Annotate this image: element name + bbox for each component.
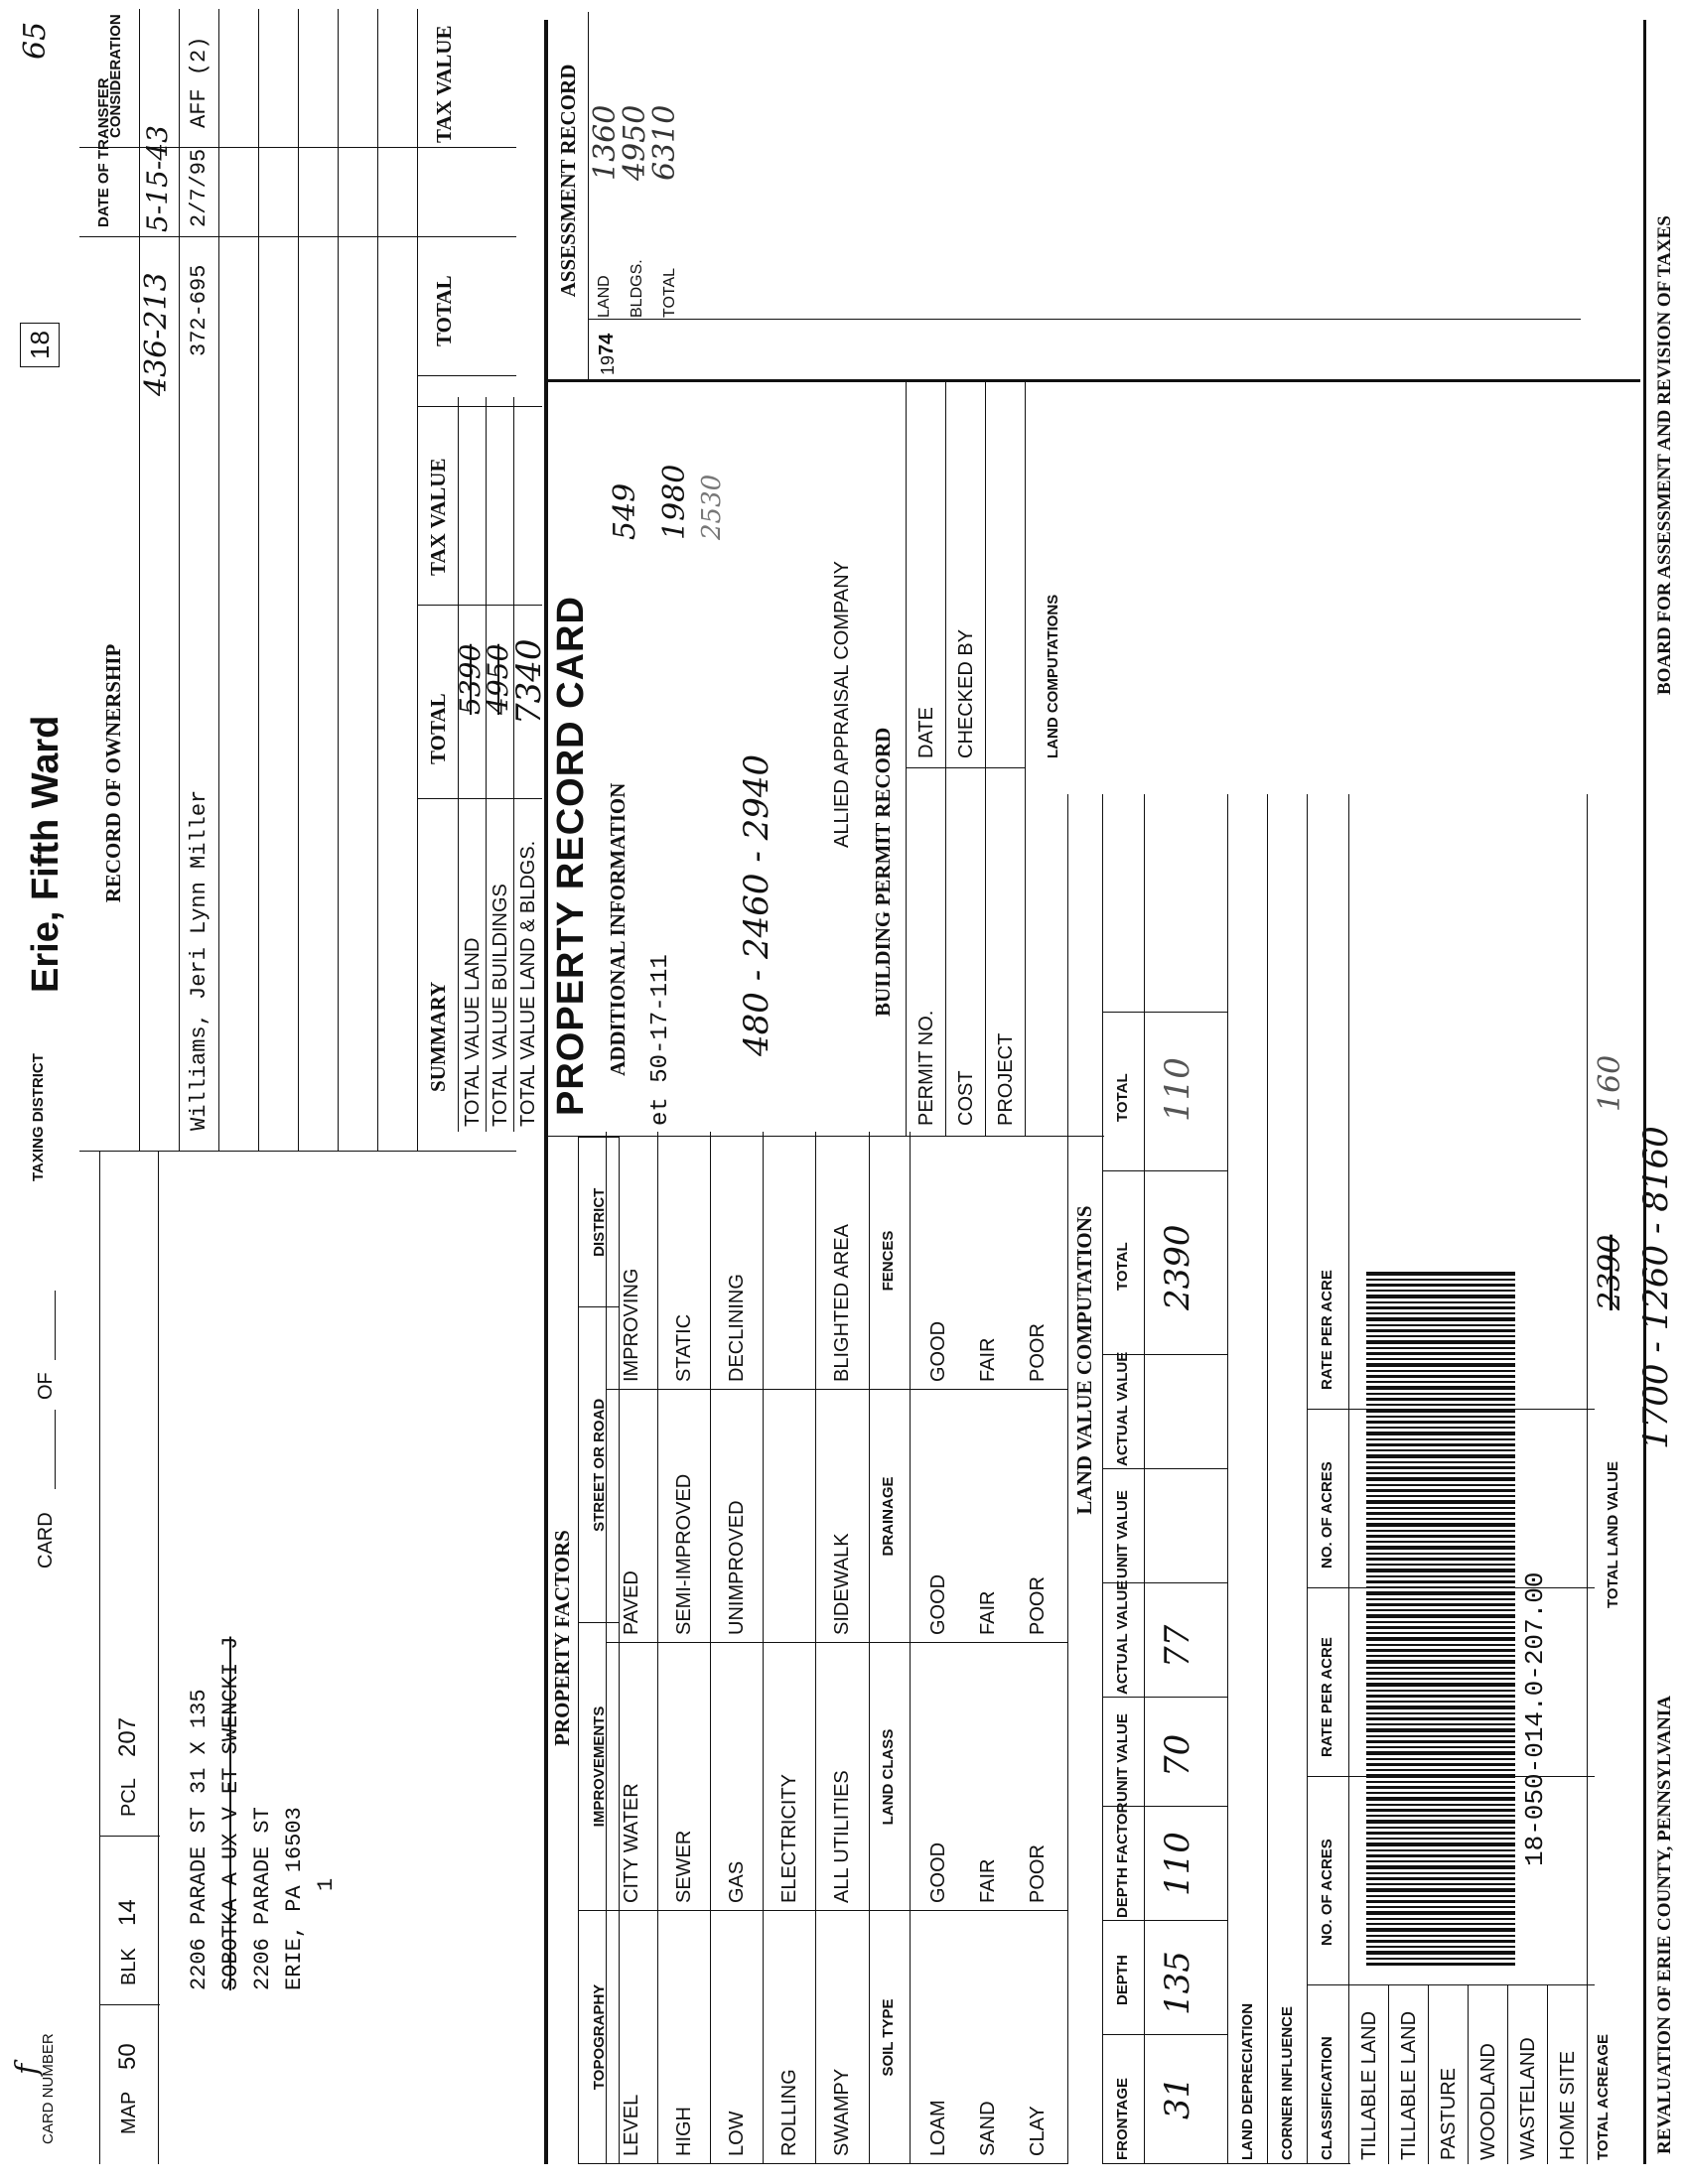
building-permit-title: BUILDING PERMIT RECORD <box>871 727 895 1017</box>
footer-right: BOARD FOR ASSESSMENT AND REVISION OF TAXES <box>1654 215 1675 695</box>
lv-unit-value-2-header: UNIT VALUE <box>1114 1490 1131 1578</box>
land-depreciation-label: LAND DEPRECIATION <box>1239 2002 1256 2160</box>
handwritten-values: 480 - 2460 - 2940 <box>737 753 776 1056</box>
drainage-good: GOOD <box>927 1573 949 1635</box>
lv-actual-value-value: 77 <box>1158 1624 1197 1668</box>
land-class-header: LAND CLASS <box>880 1728 897 1826</box>
topo-rolling: ROLLING <box>764 1911 816 2164</box>
drainage-fair: FAIR <box>977 1590 999 1635</box>
summary-tax-value-header: TAX VALUE <box>426 458 450 576</box>
summary-panel <box>417 397 549 1132</box>
property-factors-body <box>606 1132 869 2164</box>
class-tillable-2: TILLABLE LAND <box>1398 2010 1420 2160</box>
lv-total-header: TOTAL <box>1114 1242 1131 1291</box>
assessment-bldgs-label: BLDGS. <box>629 259 645 318</box>
address-line-1: 2206 PARADE ST 31 X 135 <box>187 1689 211 1990</box>
summary-total-label: TOTAL VALUE LAND & BLDGS. <box>517 840 539 1127</box>
summary-grand-total: 7340 <box>509 638 549 725</box>
barcode-graphic <box>1366 1271 1515 1966</box>
fences-poor: POOR <box>1027 1323 1049 1382</box>
of-label: OF <box>35 1372 57 1400</box>
district-header: DISTRICT <box>579 1138 620 1307</box>
summary-total-header: TOTAL <box>426 693 450 764</box>
summary-title: SUMMARY <box>426 981 450 1092</box>
side-note-2: 1980 <box>657 464 692 540</box>
assessment-land-1: 1360 <box>588 104 623 181</box>
acres-header-2: NO. OF ACRES <box>1319 1461 1335 1569</box>
ownership-owner-2: Williams, Jeri Lynn Miller <box>187 789 211 1131</box>
address-line-4: ERIE, PA 16503 <box>282 1807 307 1990</box>
district-blighted: BLIGHTED AREA <box>831 1224 853 1382</box>
assessment-title: ASSESSMENT RECORD <box>556 64 580 298</box>
imp-electricity: ELECTRICITY <box>764 1643 816 1911</box>
map-value: 50 <box>114 2043 141 2070</box>
rate-header-2: RATE PER ACRE <box>1319 1270 1335 1390</box>
pcl-label: PCL <box>118 1778 140 1817</box>
appraisal-company: ALLIED APPRAISAL COMPANY <box>831 561 853 848</box>
ownership-deed-2: 372-695 <box>187 264 211 356</box>
fences-good: GOOD <box>927 1320 949 1382</box>
assessment-land-label: LAND <box>596 275 613 318</box>
checked-by-label: CHECKED BY <box>955 628 977 758</box>
permit-date-label: DATE <box>915 707 937 758</box>
soil-loam: LOAM <box>927 2100 949 2156</box>
district-declining: DECLINING <box>711 1132 764 1390</box>
fences-header: FENCES <box>880 1230 897 1292</box>
improvements-column <box>606 1643 868 1911</box>
lv-frontage-value: 31 <box>1158 2076 1197 2119</box>
topography-header: TOPOGRAPHY <box>579 1910 620 2163</box>
rate-header-1: RATE PER ACRE <box>1319 1637 1335 1757</box>
imp-city-water: CITY WATER <box>606 1643 658 1911</box>
landclass-fair: FAIR <box>977 1858 999 1903</box>
assessment-year-prefix: 19 <box>598 354 618 375</box>
card-number-label: CARD NUMBER <box>40 2033 57 2144</box>
barcode <box>1366 1271 1515 1966</box>
lv-unit-value-header: UNIT VALUE <box>1114 1713 1131 1802</box>
lv-unit-value-value: 70 <box>1158 1733 1197 1777</box>
district-number-box: 18 <box>20 323 60 367</box>
street-semi-improved: SEMI-IMPROVED <box>658 1390 711 1643</box>
lv-actual-value-2-header: ACTUAL VALUE <box>1114 1351 1131 1466</box>
imp-all-utilities: ALL UTILITIES <box>831 1770 853 1903</box>
class-woodland: WOODLAND <box>1477 2043 1499 2160</box>
address-line-3: 2206 PARADE ST <box>250 1807 275 1990</box>
blk-value: 14 <box>114 1899 141 1926</box>
topography-column <box>606 1911 868 2164</box>
topo-swampy: SWAMPY <box>831 2068 853 2156</box>
landclass-good: GOOD <box>927 1842 949 1903</box>
property-factors-title: PROPERTY FACTORS <box>550 1530 574 1746</box>
right-tax-value-header: TAX VALUE <box>432 25 456 143</box>
class-pasture: PASTURE <box>1438 2068 1460 2160</box>
lv-depth-header: DEPTH <box>1114 1955 1131 2005</box>
district-improving: IMPROVING <box>606 1132 658 1390</box>
barcode-number: 18-050-014.0-207.00 <box>1520 1571 1550 1866</box>
property-record-panel <box>548 382 1104 1137</box>
of-blank <box>55 1291 56 1360</box>
lv-total-2-header: TOTAL <box>1114 1073 1131 1122</box>
consideration-header: CONSIDERATION <box>107 14 124 138</box>
soil-clay: CLAY <box>1027 2106 1049 2156</box>
street-road-header: STREET OR ROAD <box>579 1307 620 1623</box>
permit-cost-label: COST <box>955 1070 977 1126</box>
lv-total-2-value: 110 <box>1158 1057 1197 1122</box>
summary-buildings-total: 4950 <box>482 643 514 715</box>
class-home-site: HOME SITE <box>1557 2050 1579 2160</box>
footer-handwritten: 1700 - 1260 - 8160 <box>1636 1126 1676 1449</box>
address-line-5: 1 <box>314 1877 339 1891</box>
lv-total-value: 2390 <box>1158 1224 1197 1310</box>
lv-actual-value-header: ACTUAL VALUE <box>1114 1579 1131 1695</box>
district-name: Erie, Fifth Ward <box>25 715 67 993</box>
assessment-bldgs-1: 4950 <box>618 104 652 181</box>
ownership-date-1: 5-15-43 <box>141 125 174 232</box>
property-record-title: PROPERTY RECORD CARD <box>550 596 592 1116</box>
class-tillable-1: TILLABLE LAND <box>1358 2010 1380 2160</box>
ownership-deed-1: 436-213 <box>139 272 174 396</box>
street-unimproved: UNIMPROVED <box>711 1390 764 1643</box>
footer-left: REVALUATION OF ERIE COUNTY, PENNSYLVANIA <box>1654 1696 1675 2154</box>
card-blank <box>55 1410 56 1489</box>
street-column <box>606 1390 868 1643</box>
ownership-date-2: 2/7/95 <box>187 148 211 227</box>
additional-info-label: ADDITIONAL INFORMATION <box>606 782 630 1076</box>
summary-land-total: 5390 <box>454 643 487 715</box>
assessment-panel <box>548 15 1640 382</box>
district-column <box>606 1132 868 1390</box>
parcel-row <box>99 1152 159 2164</box>
district-blank <box>764 1132 816 1390</box>
corner-influence-label: CORNER INFLUENCE <box>1279 2005 1296 2160</box>
land-value-title: LAND VALUE COMPUTATIONS <box>1072 1205 1096 1515</box>
side-note-3: 2530 <box>697 474 727 540</box>
district-static: STATIC <box>658 1132 711 1390</box>
total-land-value-col2: 160 <box>1593 1054 1627 1112</box>
card-label: CARD <box>35 1512 57 1569</box>
classification-header: CLASSIFICATION <box>1319 2036 1335 2160</box>
ownership-title: RECORD OF OWNERSHIP <box>101 643 125 903</box>
right-total-header: TOTAL <box>432 275 456 346</box>
soil-type-header: SOIL TYPE <box>880 1998 897 2077</box>
ownership-consideration-2: AFF (2) <box>187 36 211 128</box>
owner-address <box>184 1637 343 1990</box>
drainage-poor: POOR <box>1027 1576 1049 1635</box>
pcl-value: 207 <box>114 1716 141 1757</box>
land-value-panel <box>1067 794 1643 2164</box>
class-wasteland: WASTELAND <box>1517 2037 1539 2160</box>
soil-section <box>869 1132 1067 2164</box>
street-paved: PAVED <box>606 1390 658 1643</box>
street-sidewalk: SIDEWALK <box>831 1533 853 1635</box>
total-land-value-label: TOTAL LAND VALUE <box>1605 1460 1621 1608</box>
topo-low: LOW <box>711 1911 764 2164</box>
lv-frontage-header: FRONTAGE <box>1114 2077 1131 2160</box>
summary-land-label: TOTAL VALUE LAND <box>462 937 484 1127</box>
drainage-header: DRAINAGE <box>880 1476 897 1557</box>
map-label: MAP <box>118 2091 140 2134</box>
blk-label: BLK <box>118 1948 140 1985</box>
landclass-poor: POOR <box>1027 1844 1049 1903</box>
permit-no-label: PERMIT NO. <box>915 1010 937 1126</box>
side-note-1: 549 <box>608 482 642 540</box>
assessment-first-year: 74 <box>596 333 618 355</box>
street-blank <box>764 1390 816 1643</box>
imp-gas: GAS <box>711 1643 764 1911</box>
lv-depth-factor-header: DEPTH FACTOR <box>1114 1802 1131 1918</box>
footer <box>1636 20 1683 2164</box>
acres-header-1: NO. OF ACRES <box>1319 1839 1335 1946</box>
assessment-rows <box>588 259 686 318</box>
lv-depth-value: 135 <box>1158 1951 1197 2015</box>
improvements-header: IMPROVEMENTS <box>579 1623 620 1911</box>
total-land-value-old: 2390 <box>1593 1234 1627 1310</box>
assessment-total-label: TOTAL <box>661 267 678 318</box>
topo-high: HIGH <box>658 1911 711 2164</box>
taxing-district-label: TAXING DISTRICT <box>30 1053 47 1181</box>
assessment-total-1: 6310 <box>647 104 682 181</box>
total-acreage-label: TOTAL ACREAGE <box>1595 2034 1612 2160</box>
corner-number: 65 <box>18 21 53 60</box>
address-line-2: SOBOTKA A UX V ET SWENCKI J <box>218 1636 243 1990</box>
fences-fair: FAIR <box>977 1337 999 1382</box>
lv-depth-factor-value: 110 <box>1158 1832 1197 1896</box>
project-label: PROJECT <box>995 1032 1017 1126</box>
card-number-value: f <box>10 2063 45 2075</box>
imp-sewer: SEWER <box>658 1643 711 1911</box>
reference-number: et 50-17-111 <box>647 954 674 1126</box>
soil-sand: SAND <box>977 2101 999 2156</box>
summary-buildings-label: TOTAL VALUE BUILDINGS <box>490 884 511 1127</box>
land-computations-label: LAND COMPUTATIONS <box>1045 594 1061 758</box>
date-of-transfer-header: DATE OF TRANSFER <box>95 77 112 227</box>
topo-level: LEVEL <box>606 1911 658 2164</box>
